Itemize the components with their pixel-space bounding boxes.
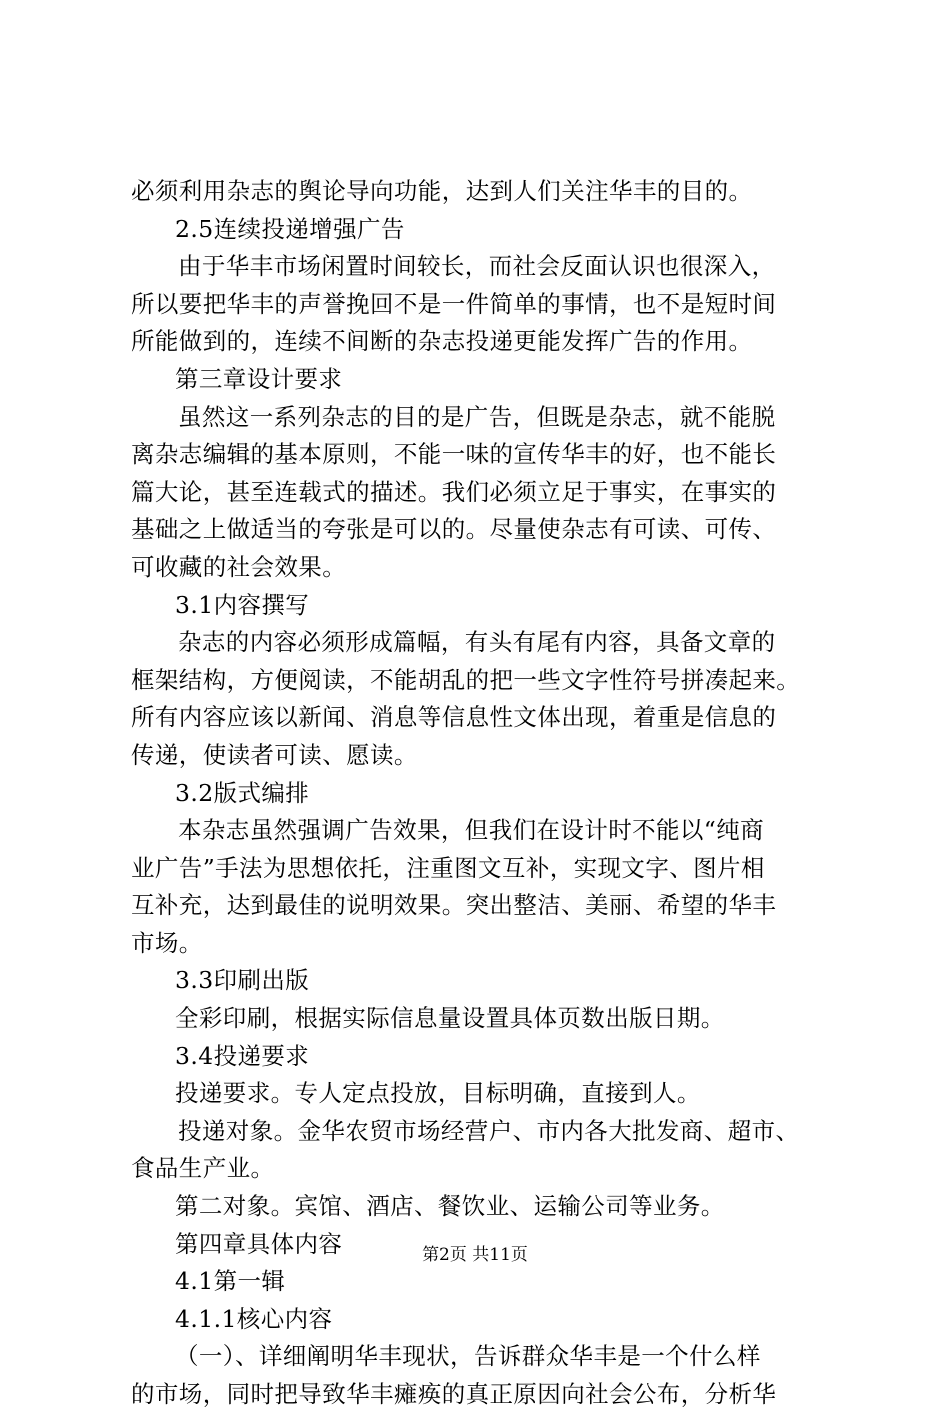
- section-heading: 3.2版式编排: [175, 778, 310, 807]
- paragraph-line: 投递要求。专人定点投放，目标明确，直接到人。: [175, 1079, 701, 1108]
- paragraph-line: 杂志的内容必须形成篇幅，有头有尾有内容，具备文章的: [178, 628, 776, 657]
- section-heading: 3.3印刷出版: [175, 966, 310, 995]
- section-heading: 3.1内容撰写: [175, 590, 310, 619]
- paragraph-line: 离杂志编辑的基本原则，不能一味的宣传华丰的好，也不能长: [131, 440, 777, 469]
- paragraph-line: 所以要把华丰的声誉挽回不是一件简单的事情，也不是短时间: [131, 289, 777, 318]
- paragraph-line: 互补充，达到最佳的说明效果。突出整洁、美丽、希望的华丰: [131, 891, 777, 920]
- paragraph-line: 市场。: [131, 928, 203, 957]
- paragraph-line: 的市场，同时把导致华丰瘫痪的真正原因向社会公布，分析华: [131, 1380, 777, 1408]
- paragraph-line: 所能做到的，连续不间断的杂志投递更能发挥广告的作用。: [131, 327, 753, 356]
- paragraph-line: 投递对象。金华农贸市场经营户、市内各大批发商、超市、: [178, 1116, 800, 1145]
- paragraph-line: 本杂志虽然强调广告效果，但我们在设计时不能以“纯商: [178, 816, 765, 845]
- paragraph-line: 业广告”手法为思想依托，注重图文互补，实现文字、图片相: [131, 853, 765, 882]
- paragraph-line: 虽然这一系列杂志的目的是广告，但既是杂志，就不能脱: [178, 402, 776, 431]
- section-heading: 2.5连续投递增强广告: [175, 214, 405, 243]
- section-heading: 3.4投递要求: [175, 1041, 310, 1070]
- chapter-heading: 第四章具体内容: [175, 1229, 343, 1258]
- paragraph-line: 基础之上做适当的夸张是可以的。尽量使杂志有可读、可传、: [131, 515, 777, 544]
- paragraph-line: 篇大论，甚至连载式的描述。我们必须立足于事实，在事实的: [131, 477, 777, 506]
- paragraph-line: 传递，使读者可读、愿读。: [131, 740, 418, 769]
- chapter-heading: 第三章设计要求: [175, 364, 343, 393]
- paragraph-line: 全彩印刷，根据实际信息量设置具体页数出版日期。: [175, 1004, 725, 1033]
- paragraph-line: （一）、详细阐明华丰现状，告诉群众华丰是一个什么样: [175, 1342, 761, 1371]
- section-heading: 4.1第一辑: [175, 1267, 286, 1296]
- paragraph-line: 必须利用杂志的舆论导向功能，达到人们关注华丰的目的。: [131, 177, 753, 205]
- paragraph-line: 所有内容应该以新闻、消息等信息性文体出现，着重是信息的: [131, 703, 777, 732]
- paragraph-line: 食品生产业。: [131, 1154, 275, 1183]
- document-body: [131, 173, 843, 1414]
- page-number-footer: 第2页 共11页: [422, 1245, 528, 1265]
- paragraph-line: 第二对象。宾馆、酒店、餐饮业、运输公司等业务。: [175, 1192, 725, 1221]
- paragraph-line: 由于华丰市场闲置时间较长，而社会反面认识也很深入，: [178, 252, 776, 281]
- paragraph-line: 框架结构，方便阅读，不能胡乱的把一些文字性符号拼凑起来。: [131, 665, 801, 694]
- subsection-heading: 4.1.1核心内容: [175, 1304, 333, 1333]
- paragraph-line: 可收藏的社会效果。: [131, 552, 347, 581]
